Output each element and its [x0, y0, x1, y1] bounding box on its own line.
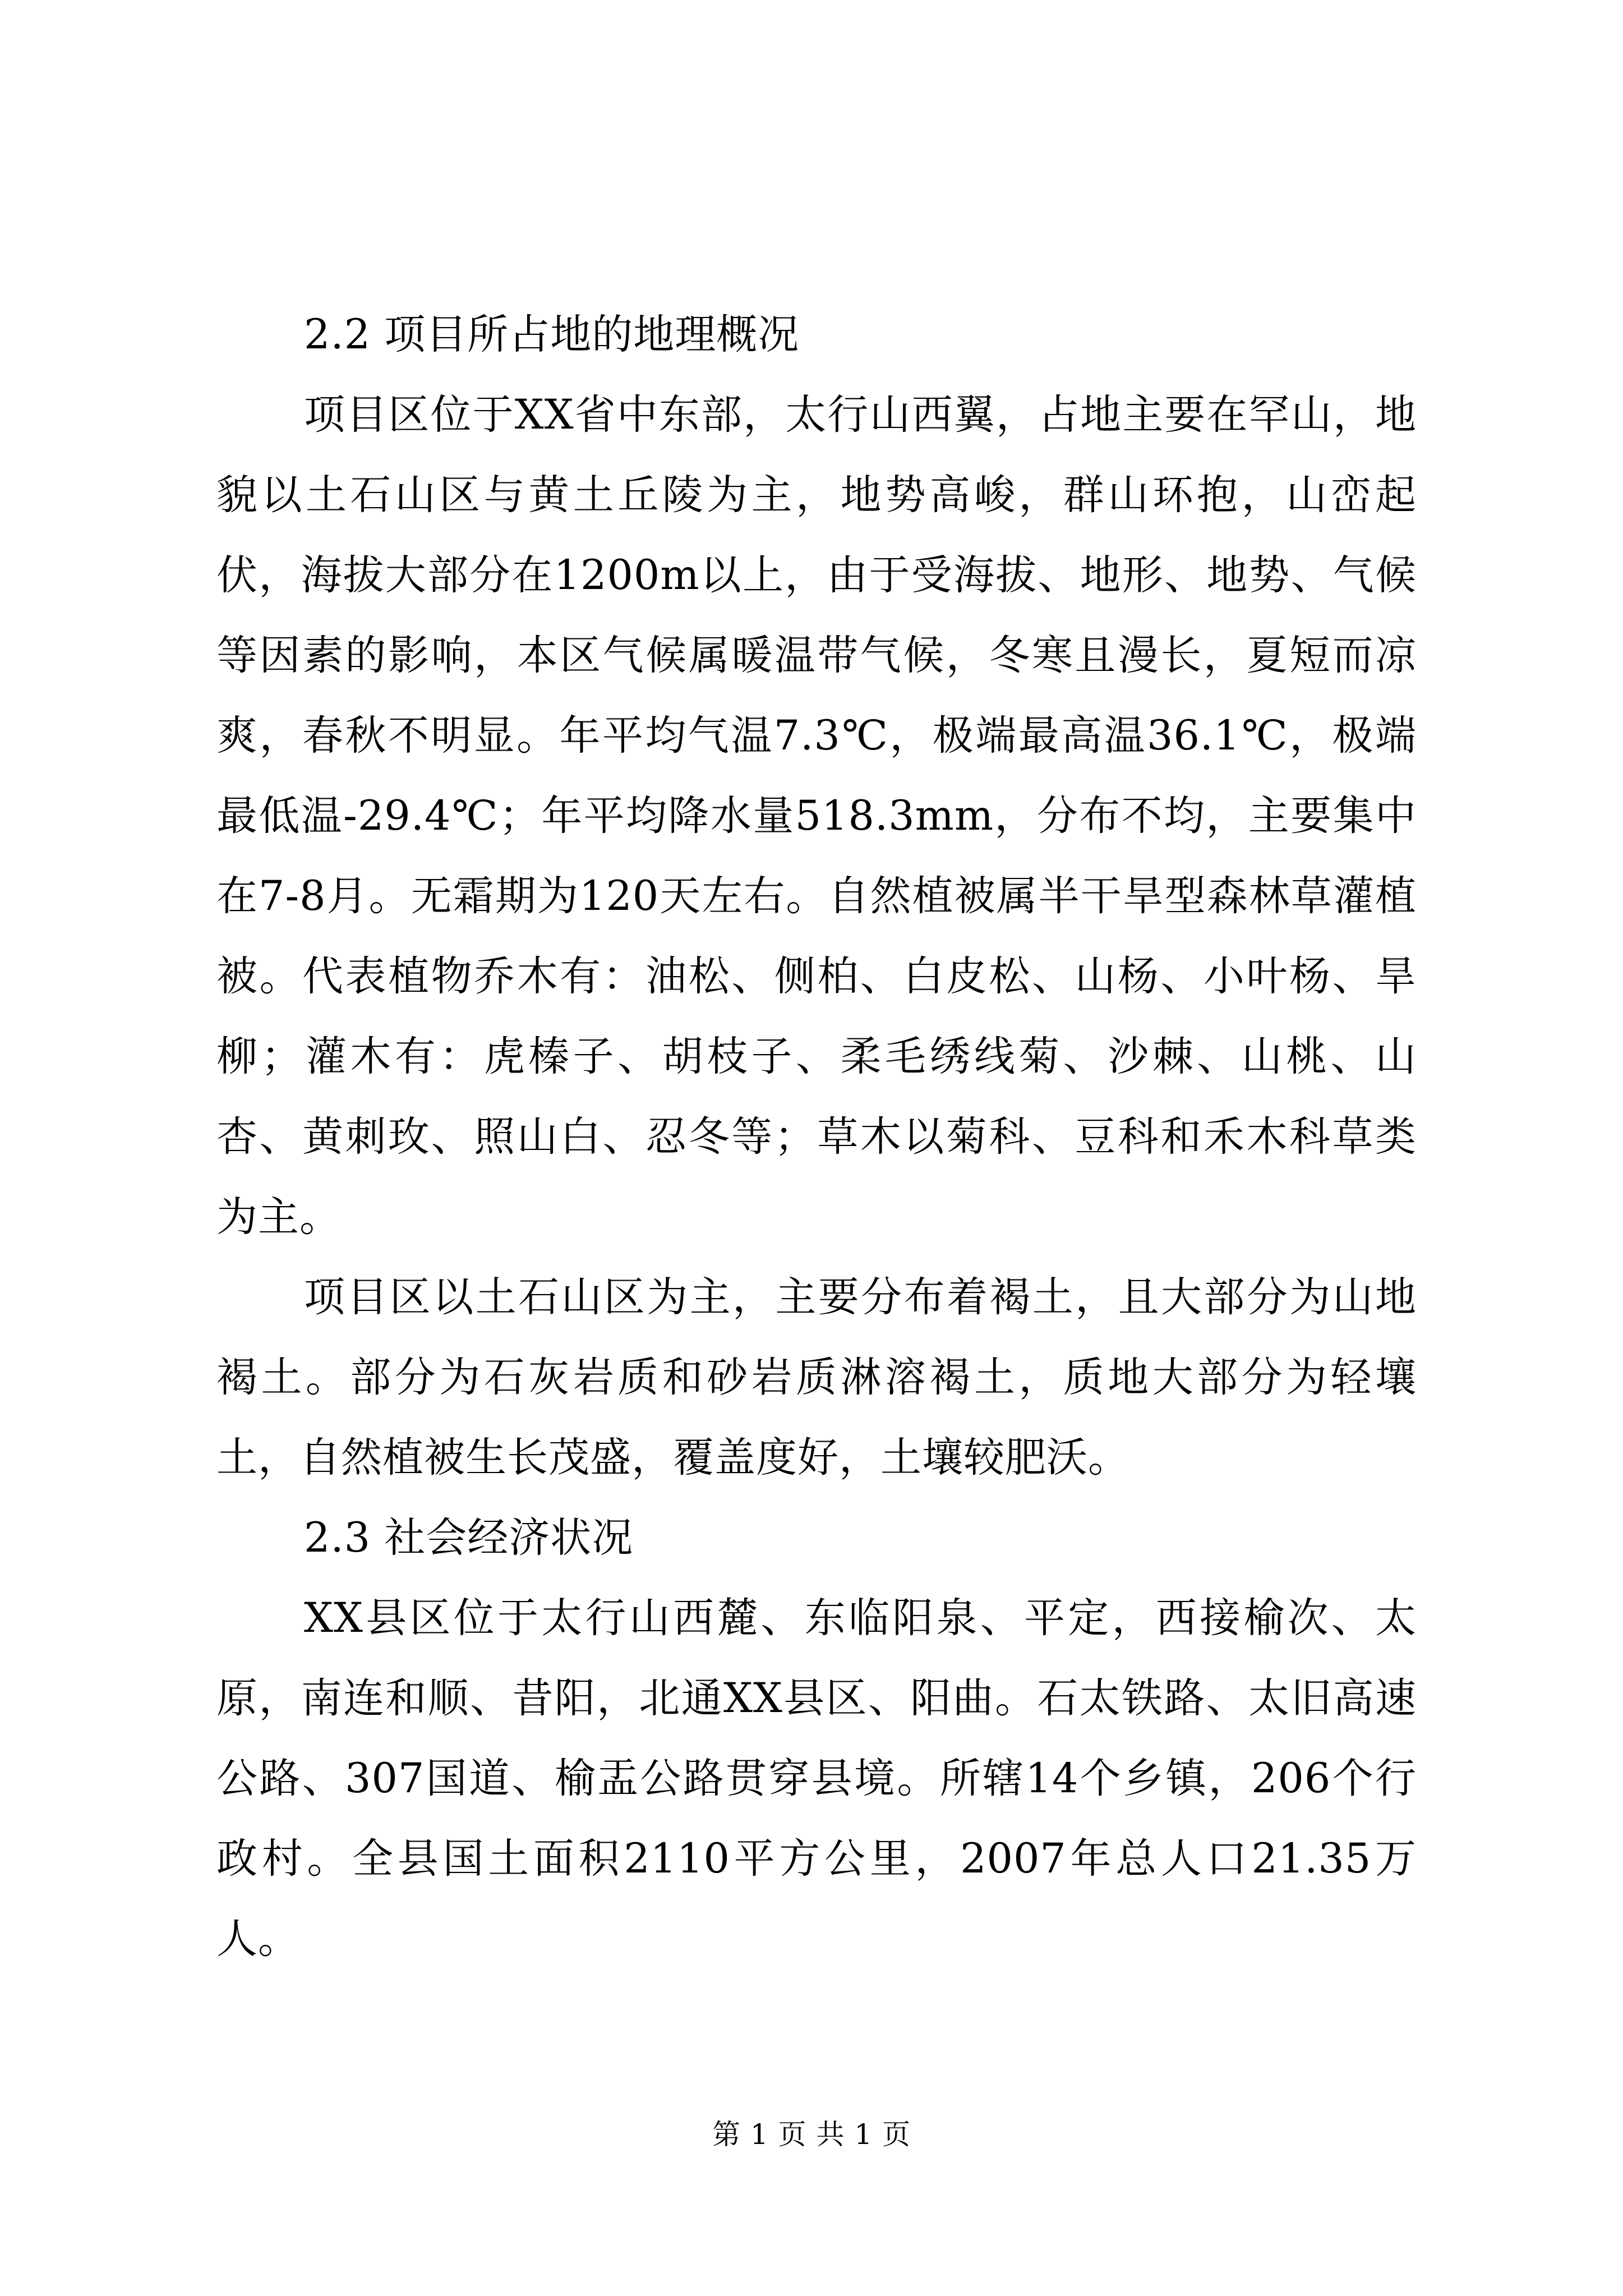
section-heading-2-2: 2.2 项目所占地的地理概况 [304, 311, 800, 358]
paragraph-geography: 项目区位于XX省中东部，太行山西翼，占地主要在罕山，地貌以土石山区与黄土丘陵为主，地势高峻，群山环抱，山峦起伏，海拔大部分在1200m以上，由于受海拔、地形、地势、气候等因素的影响，本区气候属暖温带气候，冬寒且漫长，夏短而凉爽，春秋不明显。年平均气温7.3℃，极端最高温36.1℃，极端最低温-29.4℃；年平均降水量518.3mm，分布不均，主要集中在7-8月。无霜期为120天左右。自然植被属半干旱型森林草灌植被。代表植物乔木有：油松、侧柏、白皮松、山杨、小叶杨、旱柳；灌木有：虎榛子、胡枝子、柔毛绣线菊、沙棘、山桃、山杏、黄刺玫、照山白、忍冬等；草木以菊科、豆科和禾木科草类为主。 [216, 391, 1417, 1241]
paragraph-soil: 项目区以土石山区为主，主要分布着褐土，且大部分为山地褐土。部分为石灰岩质和砂岩质淋溶褐土，质地大部分为轻壤土，自然植被生长茂盛，覆盖度好，土壤较肥沃。 [216, 1273, 1417, 1481]
paragraph-socioeconomic: XX县区位于太行山西麓、东临阳泉、平定，西接榆次、太原，南连和顺、昔阳，北通XX县区、阳曲。石太铁路、太旧高速公路、307国道、榆盂公路贯穿县境。所辖14个乡镇，206个行政村。全县国土面积2110平方公里，2007年总人口21.35万人。 [216, 1594, 1417, 1963]
section-heading-2-3: 2.3 社会经济状况 [304, 1514, 634, 1562]
page-footer: 第 1 页 共 1 页 [712, 2118, 911, 2151]
document-body [216, 295, 1417, 1979]
